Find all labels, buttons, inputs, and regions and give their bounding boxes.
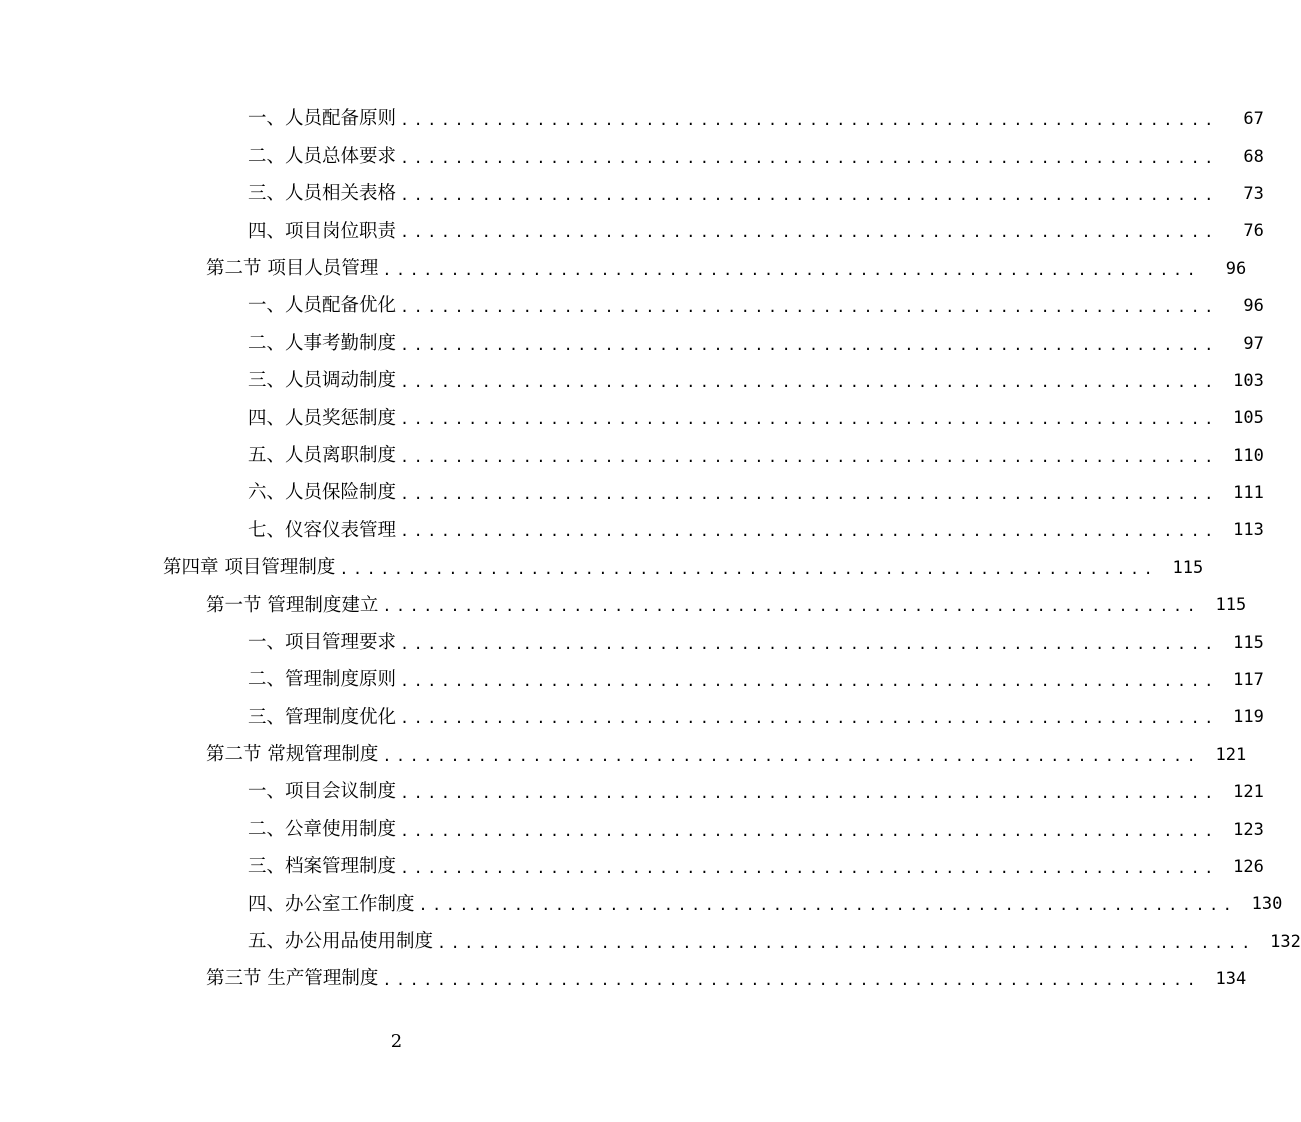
toc-subsection-entry[interactable] [0, 438, 1264, 475]
toc-entry-page: 103 [1233, 370, 1264, 391]
toc-entry-title: 五、办公用品使用制度 [248, 931, 434, 953]
toc-entry-page: 76 [1243, 221, 1264, 242]
toc-entry-title: 第一节 管理制度建立 [206, 594, 379, 616]
toc-subsection-entry[interactable] [0, 288, 1264, 325]
toc-subsection-entry[interactable] [0, 475, 1264, 512]
toc-entry-title: 第二节 项目人员管理 [206, 258, 379, 279]
toc-entry-title: 第三节 生产管理制度 [206, 968, 379, 990]
toc-entry-title: 三、档案管理制度 [248, 856, 397, 878]
toc-chapter-entry[interactable] [0, 550, 1204, 587]
toc-entry-title: 二、管理制度原则 [248, 669, 397, 691]
toc-entry-title: 二、人员总体要求 [248, 145, 397, 167]
toc-entry-title: 一、项目管理要求 [248, 631, 397, 653]
toc-entry-page: 73 [1243, 183, 1264, 204]
toc-entry-title: 三、管理制度优化 [248, 706, 397, 728]
toc-subsection-entry[interactable] [0, 213, 1264, 250]
toc-dot-leader: ............................................................ [382, 597, 1201, 616]
toc-entry-page: 121 [1215, 744, 1247, 765]
toc-dot-leader: ............................................................ [382, 971, 1201, 990]
toc-dot-leader: ............................................................ [400, 410, 1218, 429]
toc-dot-leader: ............................................................ [400, 447, 1218, 466]
toc-entry-title: 第四章 项目管理制度 [163, 557, 336, 579]
toc-entry-page: 126 [1233, 857, 1264, 877]
toc-dot-leader: ............................................................ [400, 223, 1218, 242]
toc-subsection-entry[interactable] [0, 886, 1283, 923]
toc-entry-title: 三、人员调动制度 [248, 370, 397, 392]
toc-entry-page: 134 [1215, 969, 1247, 990]
page-number: 2 [390, 1031, 403, 1052]
toc-entry-title: 二、公章使用制度 [248, 818, 397, 840]
toc-entry-page: 113 [1233, 520, 1264, 541]
toc-entry-title: 一、项目会议制度 [248, 781, 397, 803]
toc-dot-leader: ............................................................ [400, 634, 1218, 653]
toc-dot-leader: ............................................................ [400, 298, 1218, 317]
toc-dot-leader: ............................................................ [339, 559, 1158, 578]
toc-entry-title: 四、办公室工作制度 [248, 893, 415, 915]
toc-entry-page: 110 [1233, 445, 1264, 466]
toc-subsection-entry[interactable] [0, 811, 1264, 848]
toc-subsection-entry[interactable] [0, 101, 1264, 138]
toc-dot-leader: ............................................................ [400, 372, 1218, 391]
toc-subsection-entry[interactable] [0, 325, 1264, 362]
toc-dot-leader: ............................................................ [400, 672, 1218, 691]
toc-dot-leader: ............................................................ [400, 859, 1218, 877]
toc-section-entry[interactable] [0, 251, 1247, 288]
toc-subsection-entry[interactable] [0, 924, 1301, 961]
toc-dot-leader: ............................................................ [382, 746, 1201, 765]
toc-entry-page: 119 [1233, 707, 1264, 728]
toc-entry-title: 四、人员奖惩制度 [248, 407, 397, 429]
toc-subsection-entry[interactable] [0, 849, 1264, 886]
toc-dot-leader: ............................................................ [400, 522, 1218, 541]
toc-subsection-entry[interactable] [0, 662, 1264, 699]
toc-entry-title: 一、人员配备优化 [248, 295, 397, 317]
toc-section-entry[interactable] [0, 587, 1247, 624]
toc-entry-title: 七、仪容仪表管理 [248, 519, 397, 541]
toc-entry-title: 六、人员保险制度 [248, 482, 397, 504]
toc-dot-leader: ............................................................ [437, 933, 1255, 952]
toc-entry-page: 67 [1243, 109, 1264, 130]
toc-entry-page: 68 [1243, 146, 1264, 167]
toc-dot-leader: ............................................................ [400, 485, 1218, 504]
toc-dot-leader: ............................................................ [400, 709, 1218, 728]
toc-subsection-entry[interactable] [0, 512, 1264, 549]
toc-dot-leader: ............................................................ [418, 896, 1237, 915]
toc-dot-leader: ............................................................ [400, 784, 1218, 803]
toc-subsection-entry[interactable] [0, 624, 1264, 661]
toc-entry-page: 96 [1243, 296, 1264, 317]
toc-dot-leader: ............................................................ [400, 111, 1218, 130]
toc-subsection-entry[interactable] [0, 774, 1264, 811]
toc-entry-page: 123 [1233, 819, 1264, 840]
toc-entry-title: 三、人员相关表格 [248, 183, 397, 205]
toc-dot-leader: ............................................................ [400, 335, 1218, 354]
toc-subsection-entry[interactable] [0, 699, 1264, 736]
toc-entry-page: 96 [1225, 258, 1247, 279]
toc-entry-page: 115 [1215, 595, 1247, 616]
toc-subsection-entry[interactable] [0, 363, 1264, 400]
toc-entry-page: 105 [1233, 408, 1264, 429]
toc-dot-leader: ............................................................ [400, 821, 1218, 840]
toc-section-entry[interactable] [0, 737, 1247, 774]
toc-entry-title: 二、人事考勤制度 [248, 332, 397, 354]
toc-entry-title: 第二节 常规管理制度 [206, 744, 379, 766]
toc-entry-page: 121 [1233, 782, 1264, 803]
toc-subsection-entry[interactable] [0, 176, 1264, 213]
toc-entry-page: 115 [1233, 632, 1264, 653]
toc-dot-leader: ............................................................ [382, 260, 1201, 279]
toc-section-entry[interactable] [0, 961, 1247, 998]
toc-subsection-entry[interactable] [0, 400, 1264, 437]
toc-entry-title: 五、人员离职制度 [248, 444, 397, 466]
toc-entry-page: 115 [1172, 557, 1204, 578]
toc-subsection-entry[interactable] [0, 138, 1264, 175]
toc-entry-title: 四、项目岗位职责 [248, 220, 397, 242]
toc-dot-leader: ............................................................ [400, 148, 1218, 167]
toc-entry-page: 132 [1270, 931, 1301, 952]
table-of-contents [0, 101, 1301, 998]
toc-entry-page: 130 [1251, 894, 1283, 915]
toc-entry-title: 一、人员配备原则 [248, 108, 397, 130]
toc-entry-page: 97 [1243, 333, 1264, 354]
toc-dot-leader: ............................................................ [400, 185, 1218, 204]
toc-entry-page: 111 [1233, 483, 1264, 504]
toc-entry-page: 117 [1233, 670, 1264, 691]
